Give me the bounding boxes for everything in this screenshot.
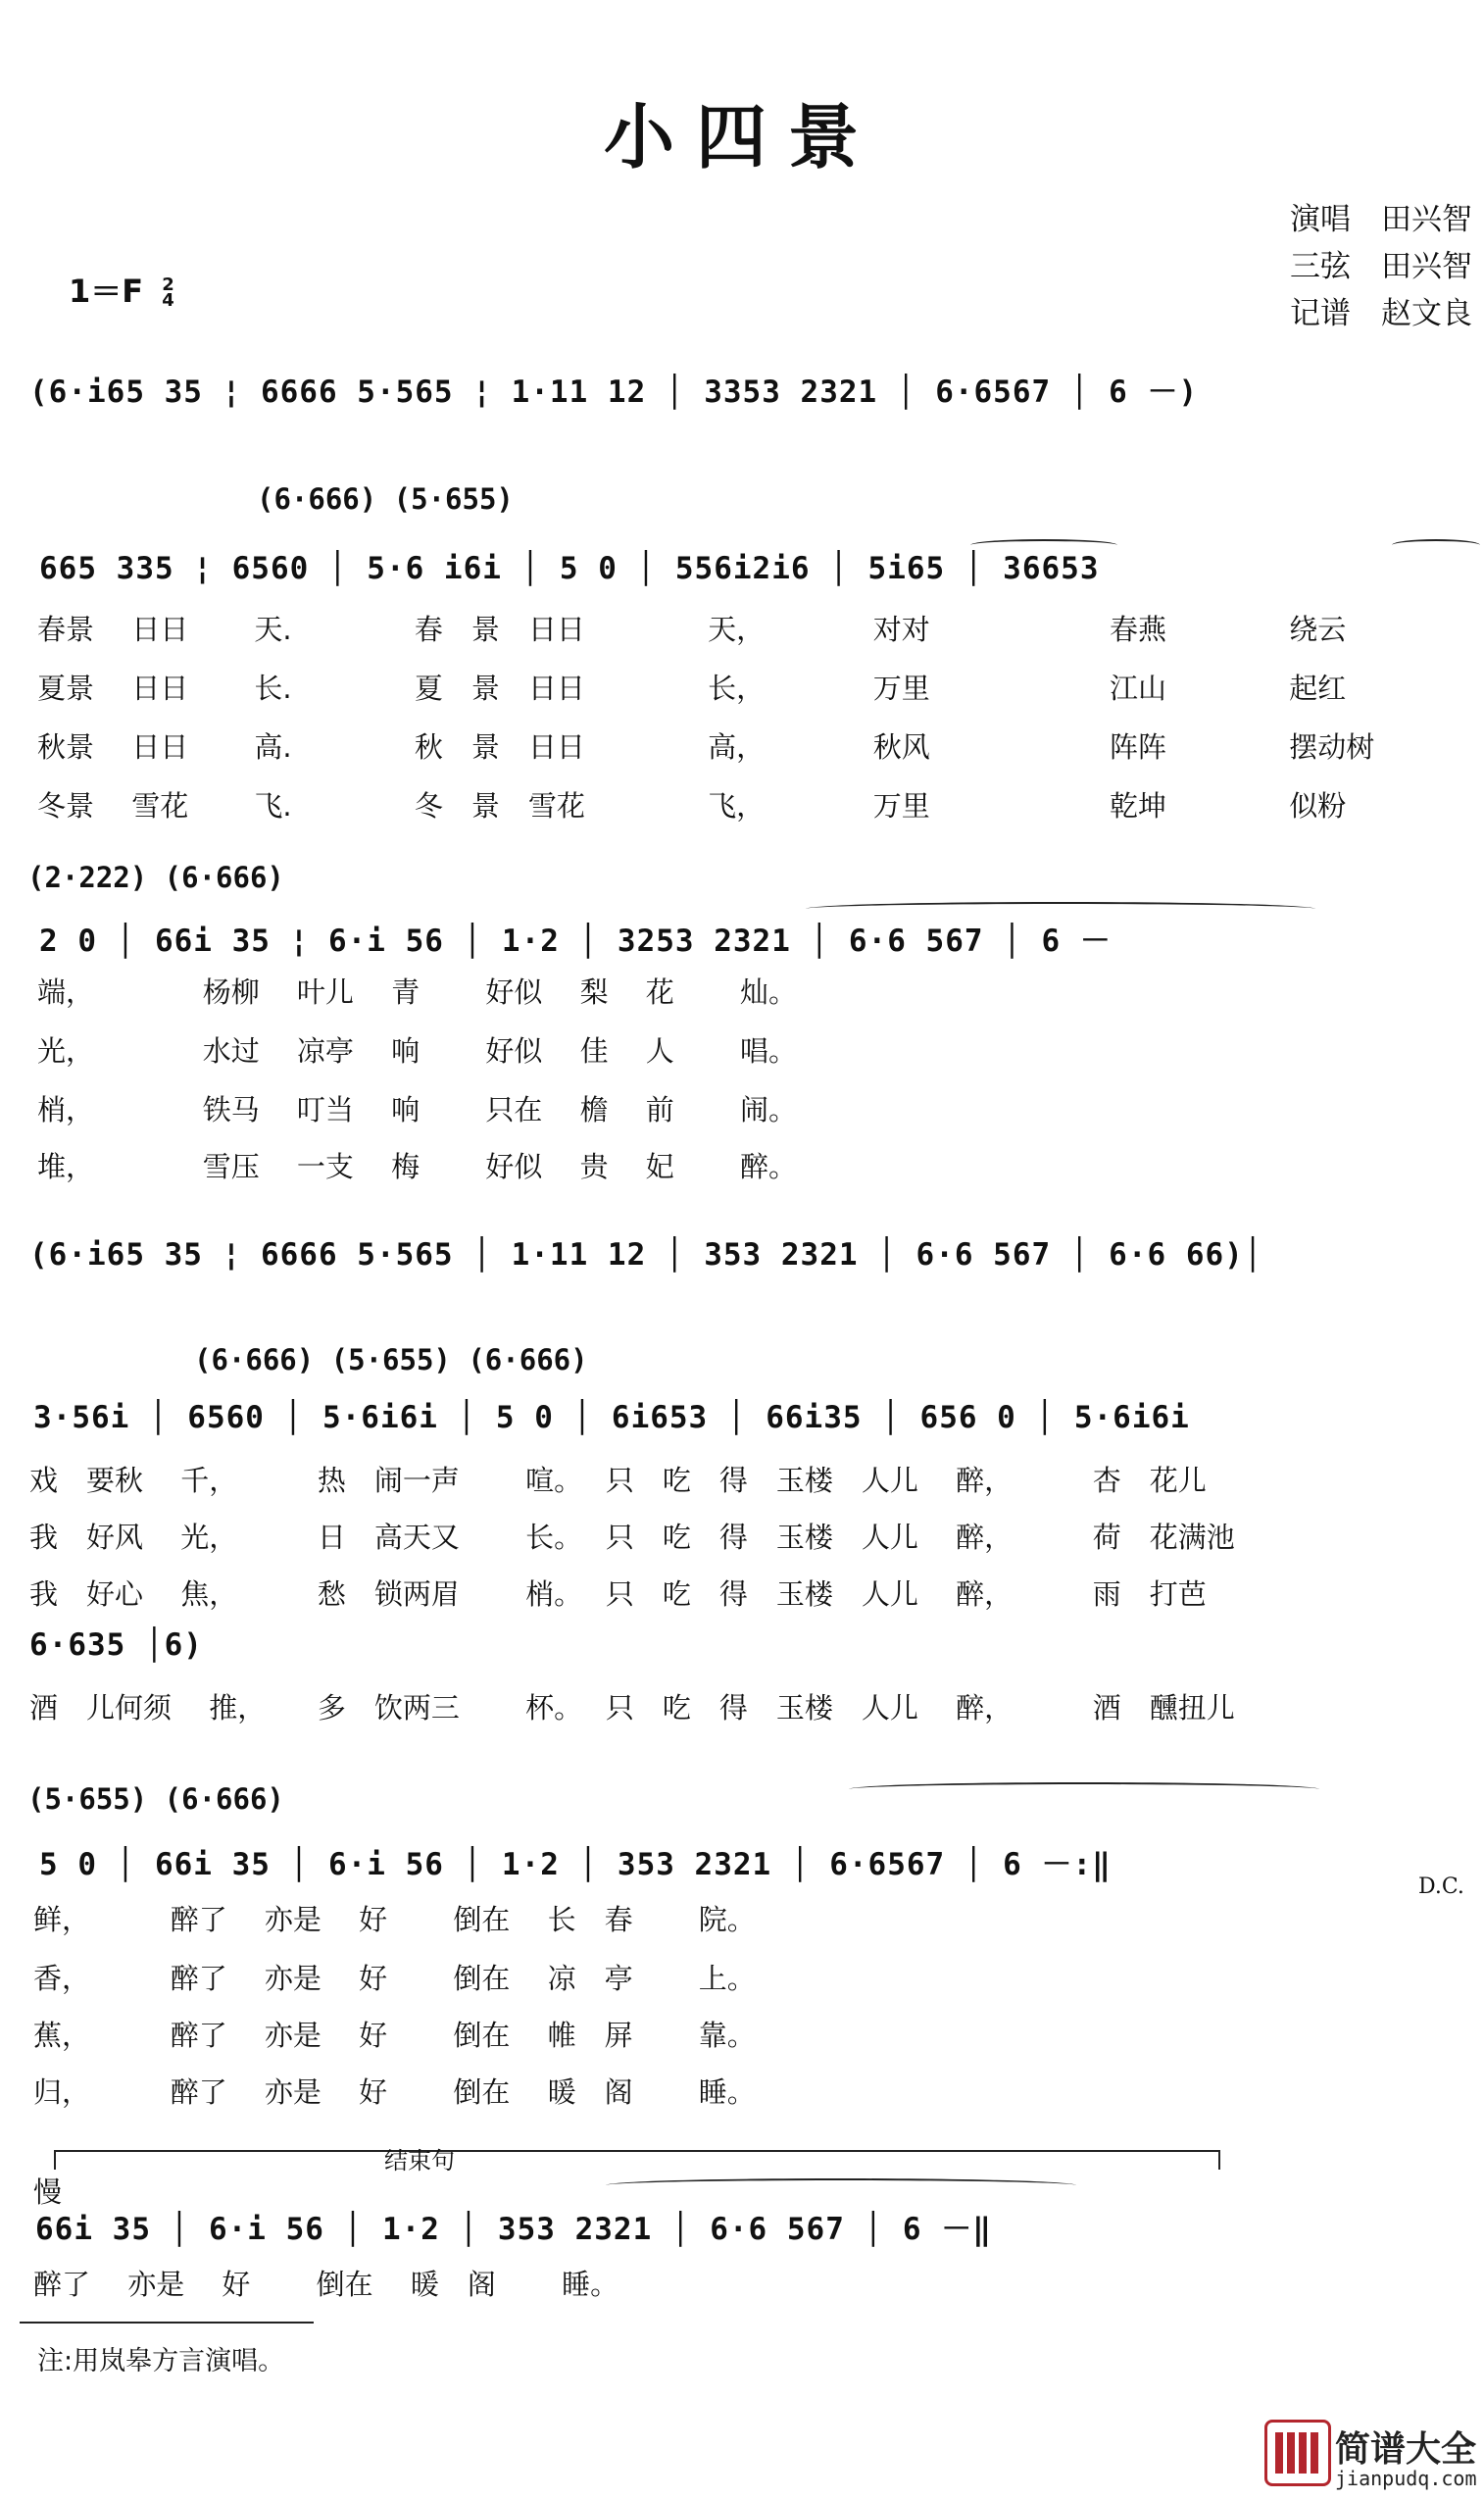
time-sig-bottom: 4: [162, 290, 174, 311]
credit-singer: 演唱 田兴智: [1290, 202, 1472, 237]
extra-notes-6635: 6·635 │6): [29, 1627, 203, 1663]
system-6-lyrics-1: 鲜， 醉了 亦是 好 倒在 长 春 院。: [33, 1903, 756, 1936]
system-6-paren: (5·655) (6·666): [27, 1782, 284, 1816]
system-5-lyrics-1: 戏 要秋 千， 热 闹一声 喧。 只 吃 得 玉楼 人儿 醉， 杏 花儿: [29, 1464, 1207, 1497]
system-3-lyrics-1: 端， 杨柳 叶儿 青 好似 梨 花 灿。: [37, 975, 798, 1009]
system-3-paren: (2·222) (6·666): [27, 861, 284, 894]
slur: [970, 539, 1117, 551]
dc-marking: D.C.: [1418, 1874, 1464, 1899]
ending-bracket: [54, 2150, 1220, 2170]
tempo-marking: 慢: [33, 2175, 63, 2209]
system-2-lyrics-3: 秋景 日日 高. 秋 景 日日 高， 秋风 阵阵 摆动树: [37, 730, 1375, 764]
system-6-lyrics-4: 归， 醉了 亦是 好 倒在 暖 阁 睡。: [33, 2075, 756, 2109]
slur: [1392, 539, 1480, 551]
piano-keys-icon: [1264, 2420, 1331, 2486]
ending-notes: 66i 35 │ 6·i 56 │ 1·2 │ 353 2321 │ 6·6 567 │ 6 －‖: [35, 2212, 992, 2247]
system-5-lyrics-2: 我 好风 光， 日 高天又 长。 只 吃 得 玉楼 人儿 醉， 荷 花满池: [29, 1521, 1235, 1554]
footnote: 注:用岚皋方言演唱。: [37, 2346, 285, 2376]
slur: [606, 2178, 1076, 2192]
page-title: 小四景: [603, 95, 880, 178]
system-3-lyrics-2: 光， 水过 凉亭 响 好似 佳 人 唱。: [37, 1034, 798, 1068]
system-3-lyrics-3: 梢， 铁马 叮当 响 只在 檐 前 闹。: [37, 1093, 798, 1126]
site-logo: [1264, 2420, 1480, 2498]
slur: [806, 902, 1315, 916]
key-label: 1＝F: [69, 273, 144, 310]
ending-label: 结束句: [384, 2147, 455, 2174]
logo-url: jianpudq.com: [1335, 2467, 1477, 2490]
system-2-paren: (6·666) (5·655): [257, 482, 514, 516]
system-5-lyrics-3: 我 好心 焦， 愁 锁两眉 梢。 只 吃 得 玉楼 人儿 醉， 雨 打芭: [29, 1577, 1207, 1611]
system-2-notes: 665 335 ¦ 6560 │ 5·6 i6i │ 5 0 │ 556i2i6 │ 5i65 │ 36653: [39, 551, 1100, 586]
credit-transcriber: 记谱 赵文良: [1290, 296, 1472, 331]
time-signature: [162, 277, 174, 309]
system-1-notes: (6·i65 35 ¦ 6666 5·565 ¦ 1·11 12 │ 3353 2321 │ 6·6567 │ 6 －): [29, 375, 1199, 410]
system-6-notes: 5 0 │ 66i 35 │ 6·i 56 │ 1·2 │ 353 2321 │ 6·6567 │ 6 －:‖: [39, 1847, 1112, 1882]
system-2-lyrics-4: 冬景 雪花 飞. 冬 景 雪花 飞， 万里 乾坤 似粉: [37, 789, 1347, 823]
system-2-lyrics-1: 春景 日日 天. 春 景 日日 天， 对对 春燕 绕云: [37, 613, 1347, 646]
key-signature: [69, 267, 174, 312]
system-2-lyrics-2: 夏景 日日 长. 夏 景 日日 长， 万里 江山 起红: [37, 672, 1347, 705]
credit-sanxian: 三弦 田兴智: [1290, 249, 1472, 284]
system-5-notes: 3·56i │ 6560 │ 5·6i6i │ 5 0 │ 6i653 │ 66i35 │ 656 0 │ 5·6i6i: [33, 1400, 1190, 1435]
system-4-notes: (6·i65 35 ¦ 6666 5·565 │ 1·11 12 │ 353 2321 │ 6·6 567 │ 6·6 66)│: [29, 1237, 1263, 1273]
time-sig-top: 2: [162, 275, 174, 295]
system-5-lyrics-4: 酒 儿何须 推， 多 饮两三 杯。 只 吃 得 玉楼 人儿 醉， 酒 醺扭儿: [29, 1691, 1235, 1724]
slur: [849, 1782, 1319, 1796]
system-6-lyrics-3: 蕉， 醉了 亦是 好 倒在 帷 屏 靠。: [33, 2019, 756, 2052]
system-3-lyrics-4: 堆， 雪压 一支 梅 好似 贵 妃 醉。: [37, 1150, 798, 1183]
footnote-divider: [20, 2322, 314, 2324]
logo-name: 简谱大全: [1335, 2429, 1477, 2470]
system-5-paren: (6·666) (5·655) (6·666): [194, 1343, 588, 1376]
ending-lyrics: 醉了 亦是 好 倒在 暖 阁 睡。: [33, 2268, 619, 2301]
system-3-notes: 2 0 │ 66i 35 ¦ 6·i 56 │ 1·2 │ 3253 2321 │ 6·6 567 │ 6 －: [39, 924, 1112, 959]
system-6-lyrics-2: 香， 醉了 亦是 好 倒在 凉 亭 上。: [33, 1962, 756, 1995]
